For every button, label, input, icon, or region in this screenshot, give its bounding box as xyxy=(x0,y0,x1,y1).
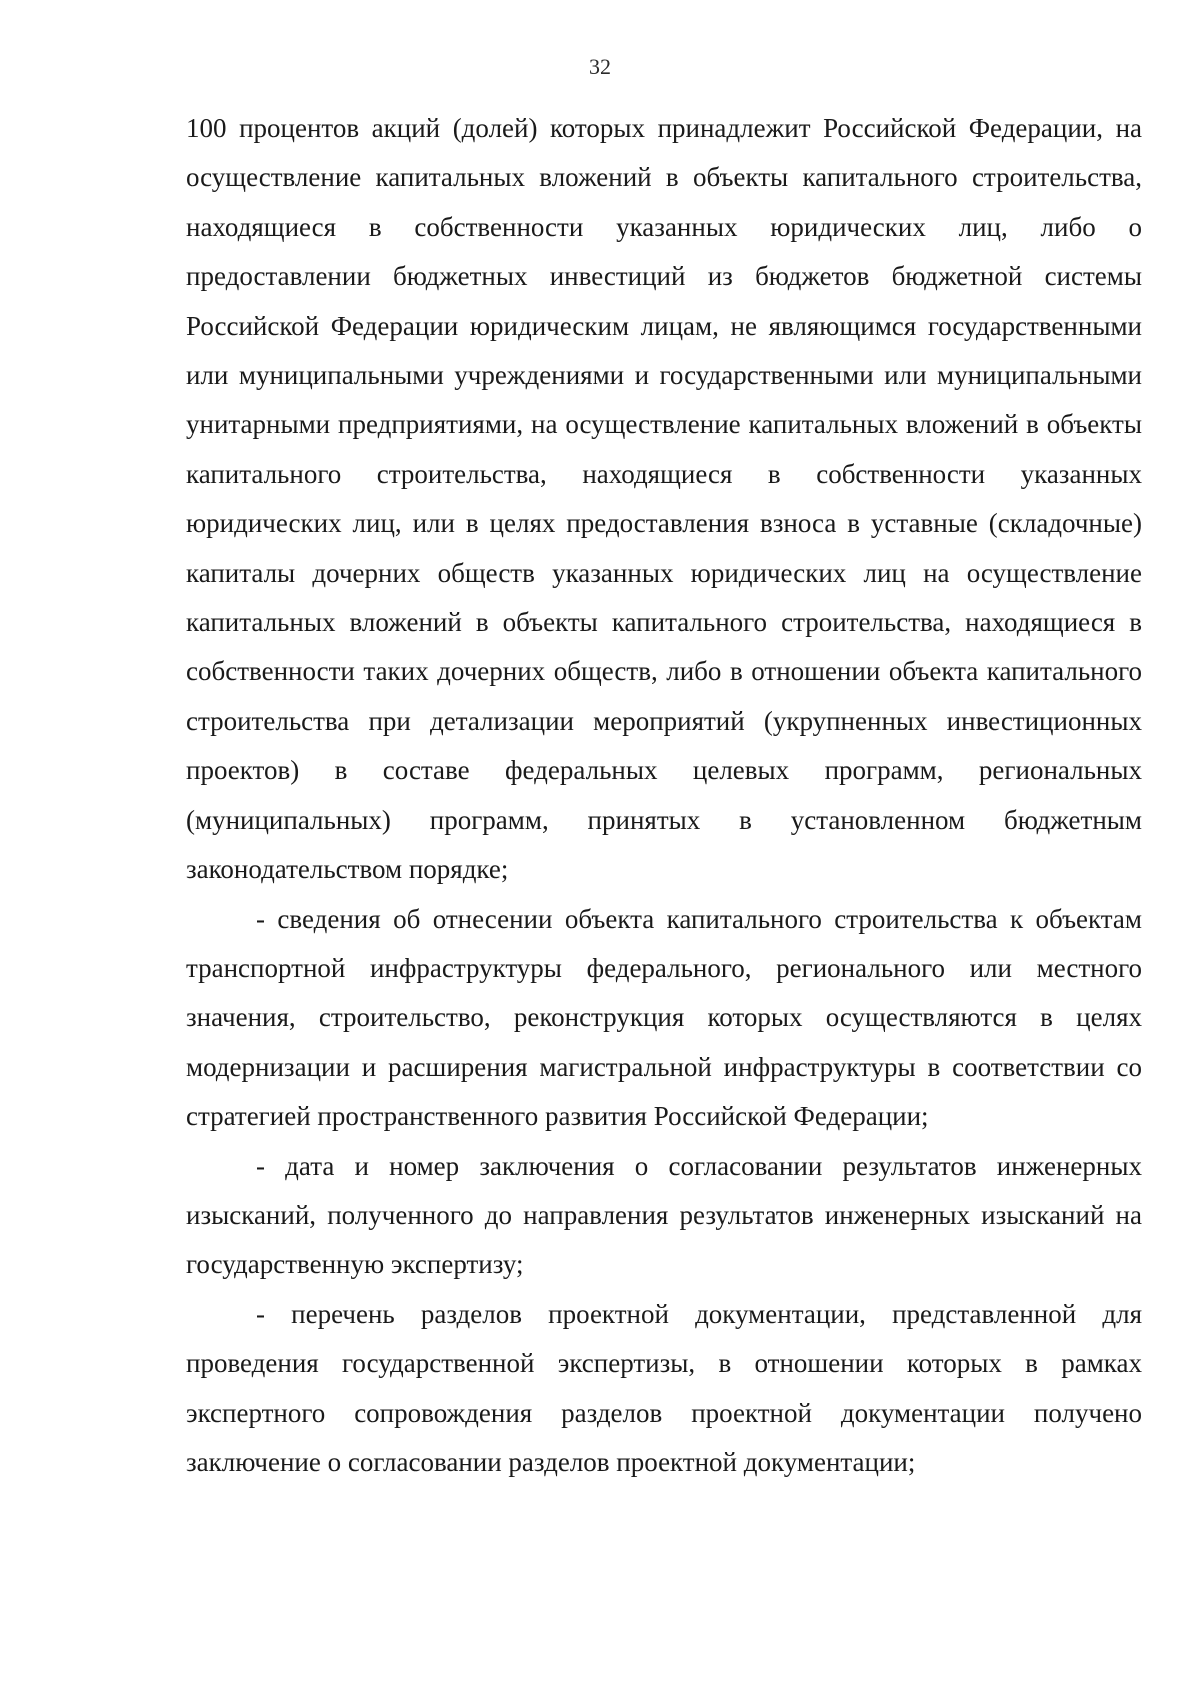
page-number: 32 xyxy=(589,54,611,79)
document-body xyxy=(186,104,1142,1487)
list-item-engineering-survey-conclusion: - дата и номер заключения о согласовании результатов инженерных изысканий, полученного до направления результатов инженерных изысканий на государственную экспертизу; xyxy=(186,1150,1142,1280)
list-item-transport-infrastructure: - сведения об отнесении объекта капитального строительства к объектам транспортной инфраструктуры федерального, регионального или местного значения, строительство, реконструкция которых осуществляются в целях модернизации и расширения магистральной инфраструктуры в соответствии со стратегией пространственного развития Российской Федерации; xyxy=(186,903,1142,1132)
list-item-design-sections-list: - перечень разделов проектной документации, представленной для проведения государственной экспертизы, в отношении которых в рамках экспертного сопровождения разделов проектной документации получено заключение о согласовании разделов проектной документации; xyxy=(186,1298,1142,1477)
paragraph-continuation: 100 процентов акций (долей) которых принадлежит Российской Федерации, на осуществление капитальных вложений в объекты капитального строительства, находящиеся в собственности указанных юридических лиц, либо о предоставлении бюджетных инвестиций из бюджетов бюджетной системы Российской Федерации юридическим лицам, не являющимся государственными или муниципальными учреждениями и государственными или муниципальными унитарными предприятиями, на осуществление капитальных вложений в объекты капитального строительства, находящиеся в собственности указанных юридических лиц, или в целях предоставления взноса в уставные (складочные) капиталы дочерних обществ указанных юридических лиц на осуществление капитальных вложений в объекты капитального строительства, находящиеся в собственности таких дочерних обществ, либо в отношении объекта капитального строительства при детализации мероприятий (укрупненных инвестиционных проектов) в составе федеральных целевых программ, региональных (муниципальных) программ, принятых в установленном бюджетным законодательством порядке; xyxy=(186,113,1142,885)
